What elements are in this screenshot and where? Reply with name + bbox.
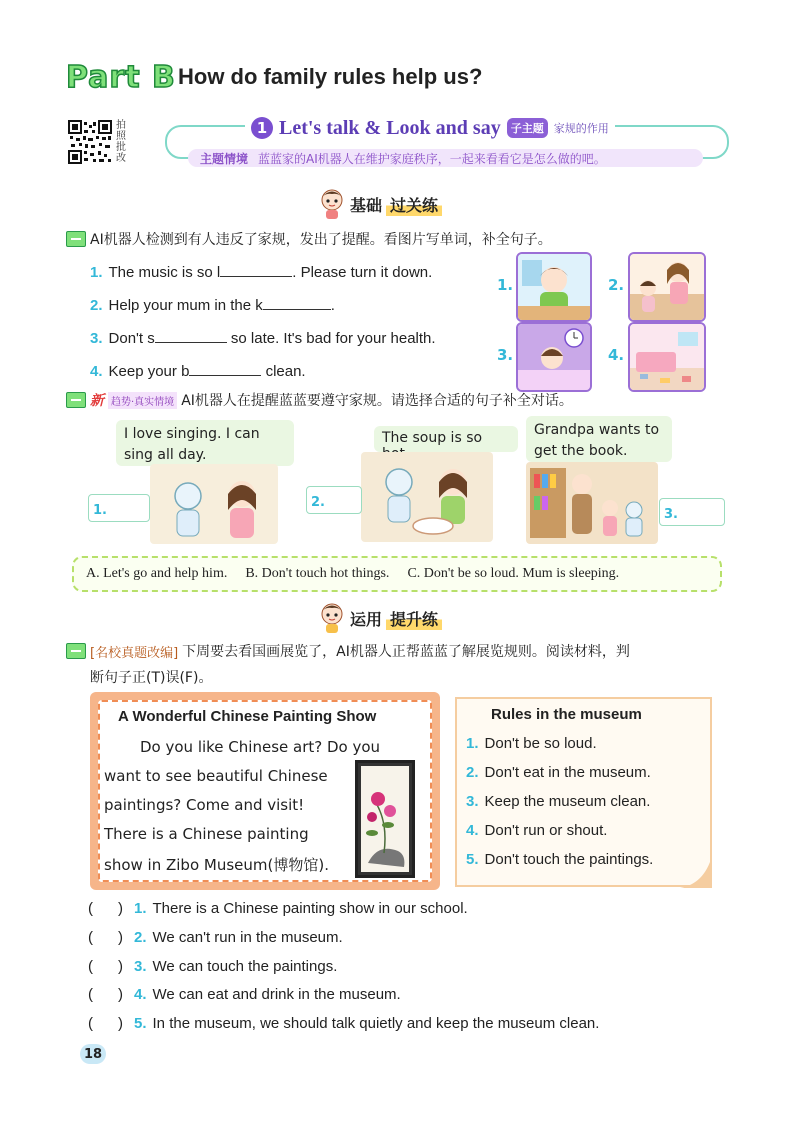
tf-answer-1[interactable]: ( ) — [88, 900, 123, 917]
exercise-one-icon — [66, 231, 86, 247]
pic-label-1: 1. — [497, 276, 514, 294]
reading-line-5: show in Zibo Museum(博物馆). — [104, 856, 329, 874]
section-advanced-title-a: 运用 — [350, 609, 383, 629]
tf-answer-5[interactable]: ( ) — [88, 1015, 123, 1032]
ex2-tag-text: 趋势·真实情境 — [108, 392, 177, 409]
ex1-instruction: AI机器人检测到有人违反了家规，发出了提醒。看图片写单词，补全句子。 — [90, 232, 552, 248]
scene-grandpa-book — [526, 462, 658, 544]
tf-statement-2: ( ) 2. We can't run in the museum. — [88, 929, 343, 946]
ex1-question-3: 3. Don't s so late. It's bad for your health. — [90, 326, 436, 347]
ex3-instruction-row — [66, 641, 630, 661]
mascot-icon — [318, 188, 346, 220]
tf-statement-5: ( ) 5. In the museum, we should talk quietly and keep the museum clean. — [88, 1015, 600, 1032]
tf-statement-3: ( ) 3. We can touch the paintings. — [88, 958, 338, 975]
theme-label: 主题情境 — [200, 151, 249, 166]
theme-bar — [188, 149, 703, 167]
reading-line-1: Do you like Chinese art? Do you — [140, 738, 381, 756]
speech-bubble-2: The soup is so — [374, 426, 518, 452]
tf-statement-1: ( ) 1. There is a Chinese painting show in our school. — [88, 900, 468, 917]
exercise-three-icon — [66, 643, 86, 659]
ex3-instruction-2: 断句子正(T)误(F)。 — [90, 670, 213, 686]
lesson-title: Let's talk & Look and say — [279, 116, 501, 139]
answer-box-1[interactable]: 1. — [88, 494, 150, 522]
ex1-instruction-row — [66, 229, 552, 249]
ex1-question-1: 1. The music is so l . Please turn it down. — [90, 260, 432, 281]
option-b: B. Don't touch hot things. — [245, 566, 390, 581]
ex3-tag: [名校真题改编] — [90, 645, 179, 661]
ex1-blank-3[interactable] — [155, 326, 227, 343]
reading-line-3: paintings? Come and visit! — [104, 796, 305, 814]
rule-3: 3. Keep the museum clean. — [466, 793, 651, 810]
tf-answer-4[interactable]: ( ) — [88, 986, 123, 1003]
talk-title-group — [245, 112, 615, 144]
section-advanced-header — [318, 602, 442, 634]
speech-bubble-3: Grandpa wants to get the book. — [526, 416, 672, 462]
exercise-two-icon — [66, 392, 86, 408]
speech-bubble-1: I love singing. I can sing all day. — [116, 420, 294, 466]
ex1-blank-2[interactable] — [263, 293, 331, 310]
pic-messy-bedroom — [628, 322, 706, 392]
pic-boy-music — [516, 252, 592, 322]
scene-singing — [150, 464, 278, 544]
tf-answer-3[interactable]: ( ) — [88, 958, 123, 975]
section-advanced-title-b: 提升练 — [386, 607, 442, 630]
qr-code-icon[interactable] — [68, 120, 112, 164]
answer-box-3[interactable]: 3. — [659, 498, 725, 526]
ex1-blank-1[interactable] — [220, 260, 292, 277]
ex1-question-4: 4. Keep your b clean. — [90, 359, 306, 380]
option-c: C. Don't be so loud. Mum is sleeping. — [407, 566, 620, 581]
page-curl-icon — [680, 856, 712, 888]
rule-2: 2. Don't eat in the museum. — [466, 764, 651, 781]
mascot-icon — [318, 602, 346, 634]
ex2-options-box — [72, 556, 722, 592]
pic-label-4: 4. — [608, 346, 625, 364]
rule-1: 1. Don't be so loud. — [466, 735, 597, 752]
qr-caption: 拍照批改 — [116, 120, 126, 164]
scene-hot-soup — [361, 452, 493, 542]
ex3-instruction-1: 下周要去看国画展览了，AI机器人正帮蓝蓝了解展览规则。阅读材料，判 — [182, 644, 630, 660]
part-badge: Part B — [66, 60, 176, 95]
pic-label-3: 3. — [497, 346, 514, 364]
section-basic-title-a: 基础 — [350, 195, 383, 215]
rules-title: Rules in the museum — [491, 706, 642, 723]
reading-line-2: want to see beautiful Chinese — [104, 767, 328, 785]
section-basic-header — [318, 188, 442, 220]
rule-4: 4. Don't run or shout. — [466, 822, 608, 839]
tf-statement-4: ( ) 4. We can eat and drink in the museum. — [88, 986, 401, 1003]
option-a: A. Let's go and help him. — [86, 566, 228, 581]
reading-title: A Wonderful Chinese Painting Show — [118, 708, 377, 725]
sub-topic-tag: 子主题 — [507, 118, 548, 138]
pic-mum-kitchen — [628, 252, 706, 322]
page-title: How do family rules help us? — [178, 64, 483, 89]
pic-girl-sleep — [516, 322, 592, 392]
answer-box-2[interactable]: 2. — [306, 486, 362, 514]
ex2-instruction-row — [66, 390, 573, 410]
chinese-painting-image — [355, 760, 415, 878]
section-basic-title-b: 过关练 — [386, 193, 442, 216]
reading-line-4: There is a Chinese painting — [104, 825, 309, 843]
ex1-question-2: 2. Help your mum in the k . — [90, 293, 335, 314]
page-number: 18 — [80, 1044, 106, 1064]
sub-topic-text: 家规的作用 — [553, 122, 609, 135]
rule-5: 5. Don't touch the paintings. — [466, 851, 654, 868]
ex1-blank-4[interactable] — [189, 359, 261, 376]
tf-answer-2[interactable]: ( ) — [88, 929, 123, 946]
ex2-instruction: AI机器人在提醒蓝蓝要遵守家规。请选择合适的句子补全对话。 — [181, 393, 573, 409]
theme-text: 蓝蓝家的AI机器人在维护家庭秩序，一起来看看它是怎么做的吧。 — [258, 151, 606, 166]
ex2-tag-new: 新 — [90, 393, 104, 409]
pic-label-2: 2. — [608, 276, 625, 294]
lesson-number: 1 — [251, 117, 273, 139]
